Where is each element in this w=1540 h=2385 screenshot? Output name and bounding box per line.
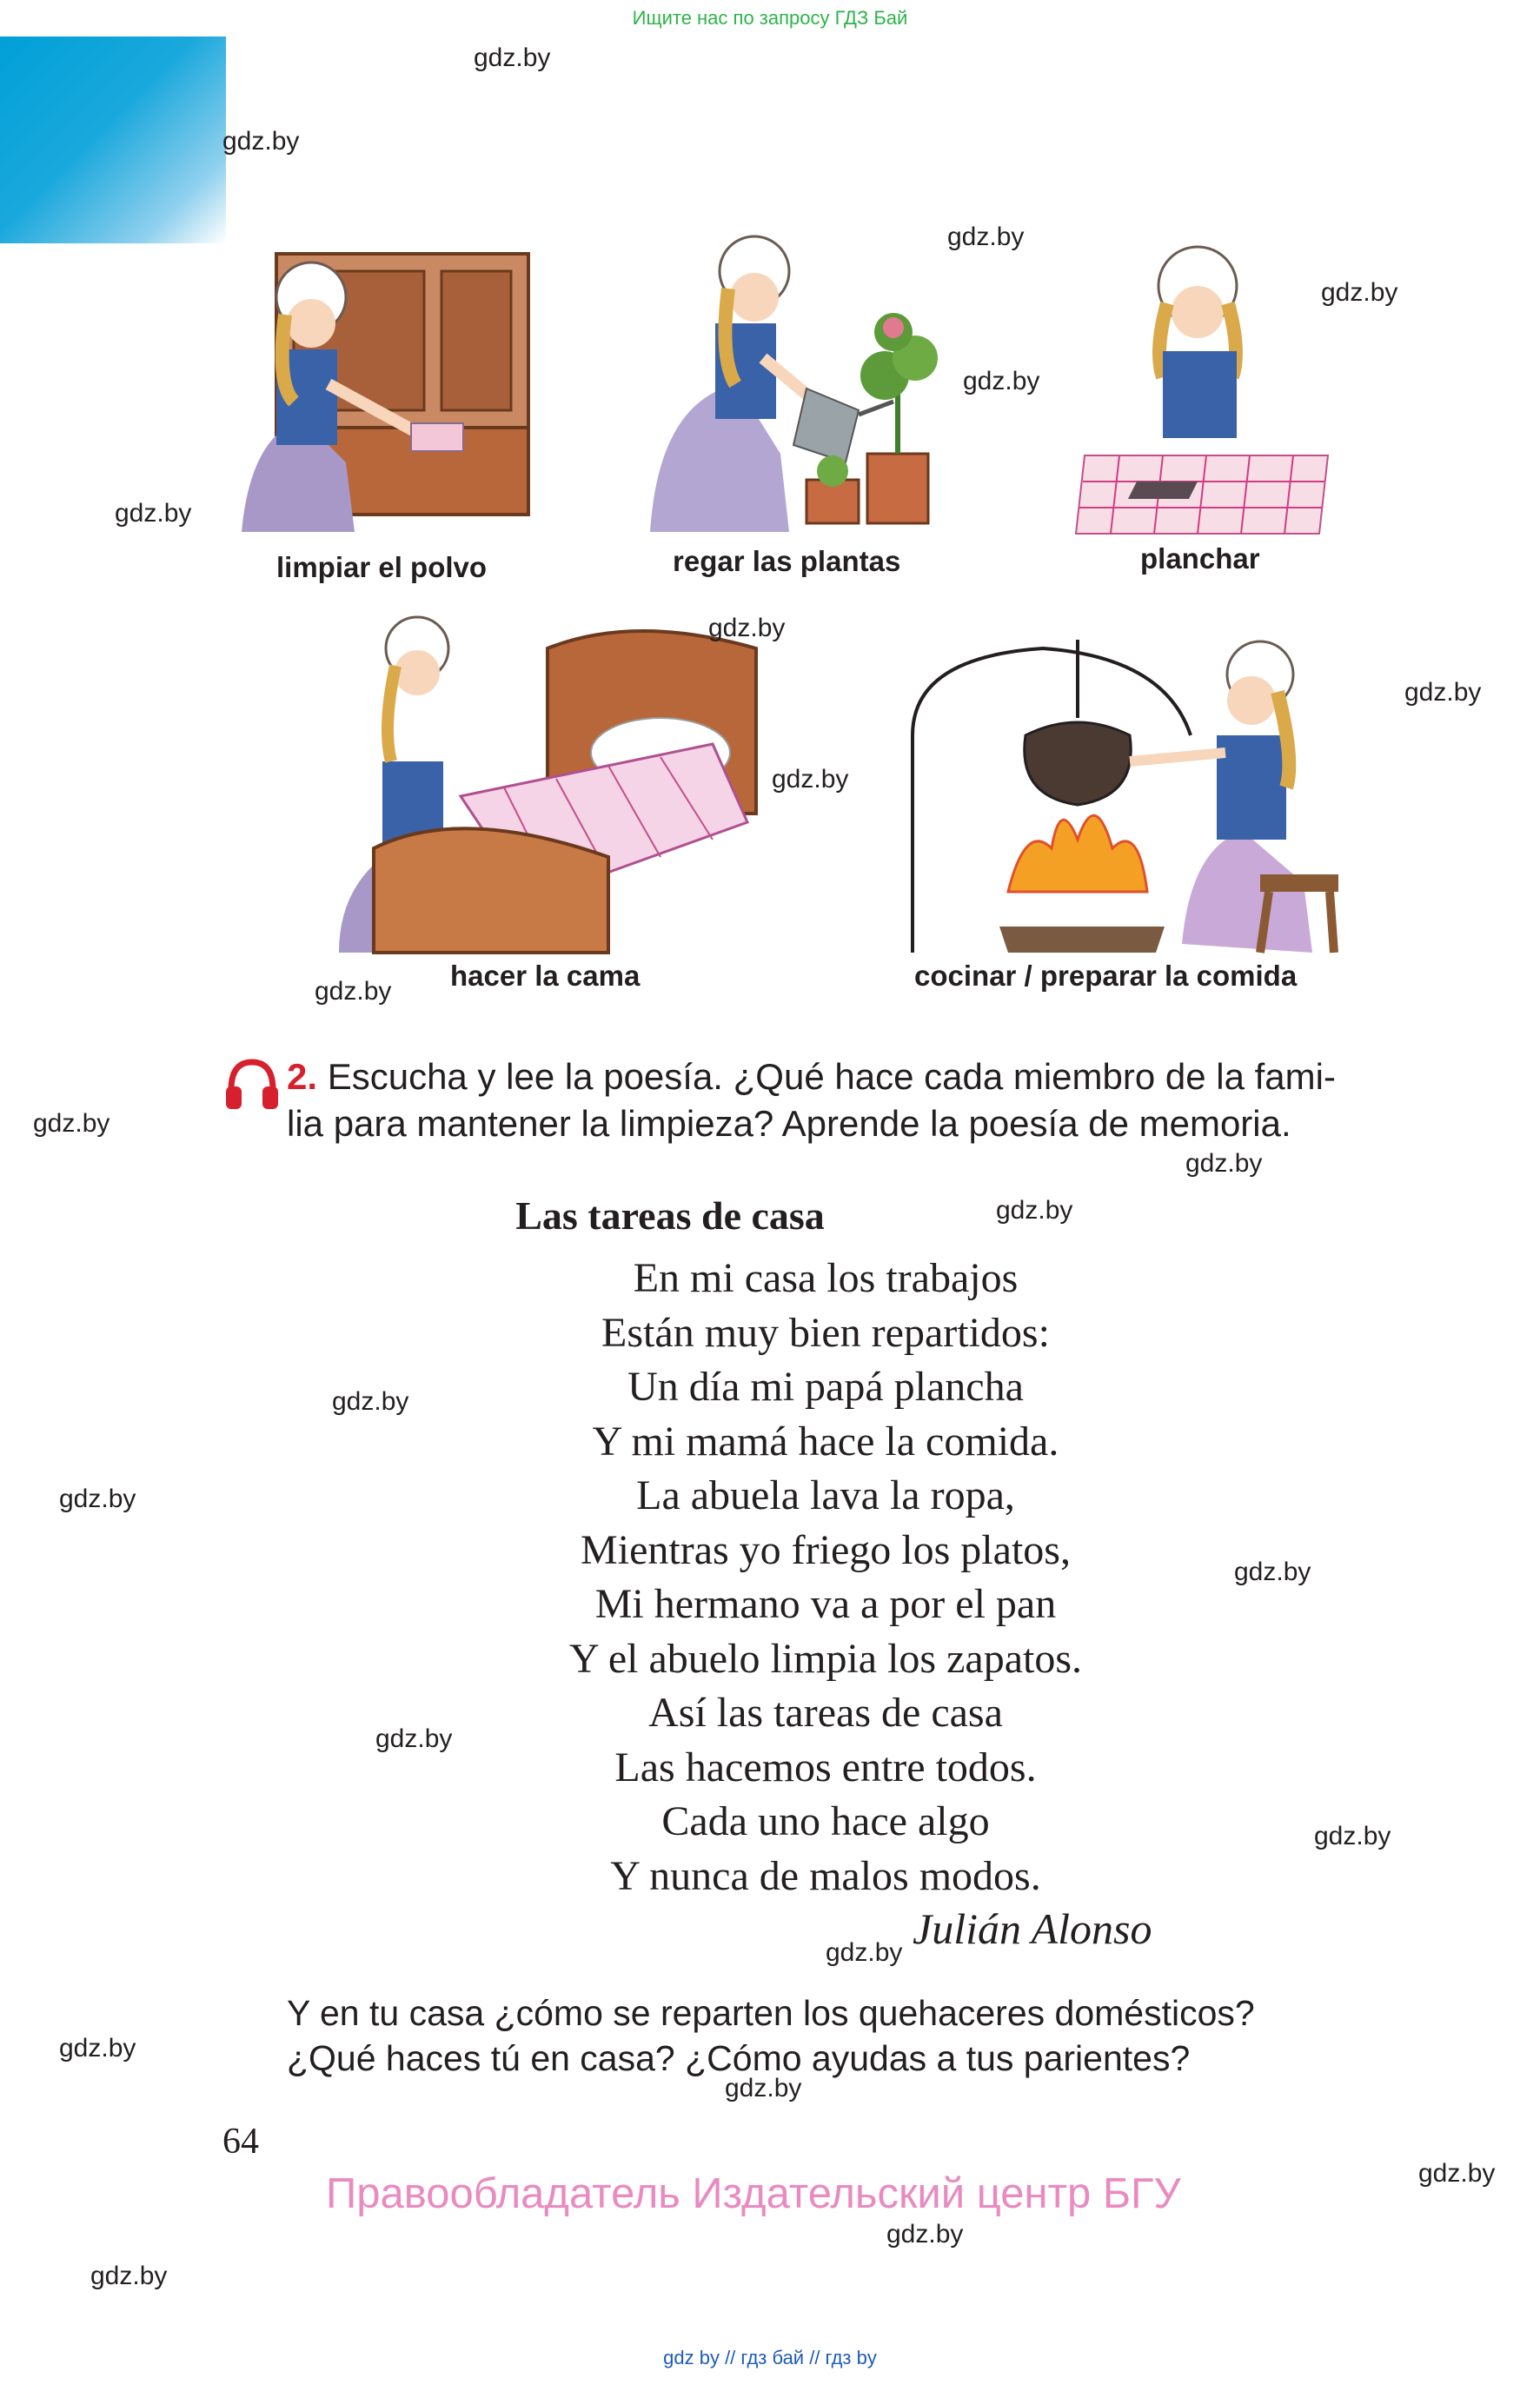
- caption-bed: hacer la cama: [450, 960, 641, 992]
- headphones-icon[interactable]: [222, 1055, 282, 1114]
- poem-line: Y nunca de malos modos.: [610, 1852, 1041, 1899]
- illustration-cooking: [904, 631, 1347, 961]
- rights-holder-text: Правообладатель Издательский центр БГУ: [326, 2170, 1181, 2217]
- task-instruction: [287, 1053, 1417, 1147]
- watermark: gdz.by: [963, 367, 1040, 395]
- poem-line: Y mi mamá hace la comida.: [592, 1418, 1059, 1465]
- task-line-1: [287, 1053, 1417, 1100]
- watermark: gdz.by: [115, 499, 192, 528]
- watermark: gdz.by: [772, 765, 849, 794]
- poem-line: Así las tareas de casa: [648, 1690, 1003, 1736]
- question-block: [287, 1990, 1255, 2081]
- watermark: gdz.by: [1234, 1558, 1311, 1586]
- task-number: 2.: [287, 1056, 318, 1097]
- watermark: gdz.by: [315, 977, 392, 1006]
- watermark: gdz.by: [375, 1724, 453, 1753]
- corner-color-block: [0, 37, 226, 243]
- illustration-bed: [330, 614, 765, 961]
- illustration-dusting: [224, 236, 546, 541]
- watermark: gdz.by: [1404, 678, 1482, 707]
- poem-title: Las tareas de casa: [515, 1193, 825, 1238]
- watermark: gdz.by: [1185, 1149, 1263, 1178]
- watermark: gdz.by: [1321, 278, 1398, 307]
- footer-links[interactable]: gdz by // гдз бай // гдз by: [663, 2347, 877, 2368]
- watermark: gdz.by: [222, 127, 300, 156]
- poem-line: Cada uno hace algo: [661, 1798, 990, 1844]
- illustration-ironing: [1067, 238, 1345, 542]
- watermark: gdz.by: [886, 2220, 964, 2249]
- poem-line: Están muy bien repartidos:: [601, 1309, 1050, 1356]
- poem-line: Y el abuelo limpia los zapatos.: [568, 1635, 1083, 1682]
- task-text-1: Escucha y lee la poesía. ¿Qué hace cada miembro de la fami-: [327, 1056, 1336, 1097]
- task-line-2: lia para mantener la limpieza? Aprende la poesía de memoria.: [287, 1103, 1291, 1144]
- caption-watering: regar las plantas: [673, 545, 901, 577]
- watermark: gdz.by: [826, 1938, 903, 1967]
- poem-line: Mientras yo friego los platos,: [581, 1526, 1071, 1573]
- top-banner[interactable]: Ищите нас по запросу ГДЗ Бай: [632, 7, 908, 29]
- question-line-1: Y en tu casa ¿cómo se reparten los quehaceres domésticos?: [287, 1993, 1255, 2033]
- poem-line: Las hacemos entre todos.: [614, 1744, 1037, 1790]
- caption-ironing: planchar: [1140, 542, 1260, 575]
- watermark: gdz.by: [33, 1109, 110, 1138]
- watermark: gdz.by: [725, 2074, 802, 2103]
- watermark: gdz.by: [59, 1485, 136, 1513]
- poem-line: La abuela lava la ropa,: [636, 1472, 1015, 1518]
- caption-cooking: cocinar / preparar la comida: [914, 960, 1298, 992]
- watermark: gdz.by: [996, 1196, 1073, 1225]
- poem-author: Julián Alonso: [913, 1904, 1152, 1953]
- watermark: gdz.by: [332, 1387, 409, 1416]
- watermark: gdz.by: [59, 2034, 136, 2063]
- question-line-2: ¿Qué haces tú en casa? ¿Cómo ayudas a tus parientes?: [287, 2038, 1191, 2078]
- watermark: gdz.by: [1418, 2159, 1496, 2188]
- watermark: gdz.by: [474, 43, 551, 72]
- poem-line: En mi casa los trabajos: [633, 1255, 1019, 1301]
- watermark: gdz.by: [90, 2262, 168, 2290]
- watermark: gdz.by: [1314, 1822, 1391, 1850]
- watermark: gdz.by: [708, 614, 786, 642]
- poem-line: Mi hermano va a por el pan: [594, 1581, 1057, 1627]
- caption-dusting: limpiar el polvo: [276, 551, 488, 583]
- watermark: gdz.by: [947, 223, 1025, 251]
- page-number: 64: [222, 2122, 259, 2162]
- illustration-watering: [633, 228, 963, 541]
- poem-line: Un día mi papá plancha: [627, 1364, 1024, 1410]
